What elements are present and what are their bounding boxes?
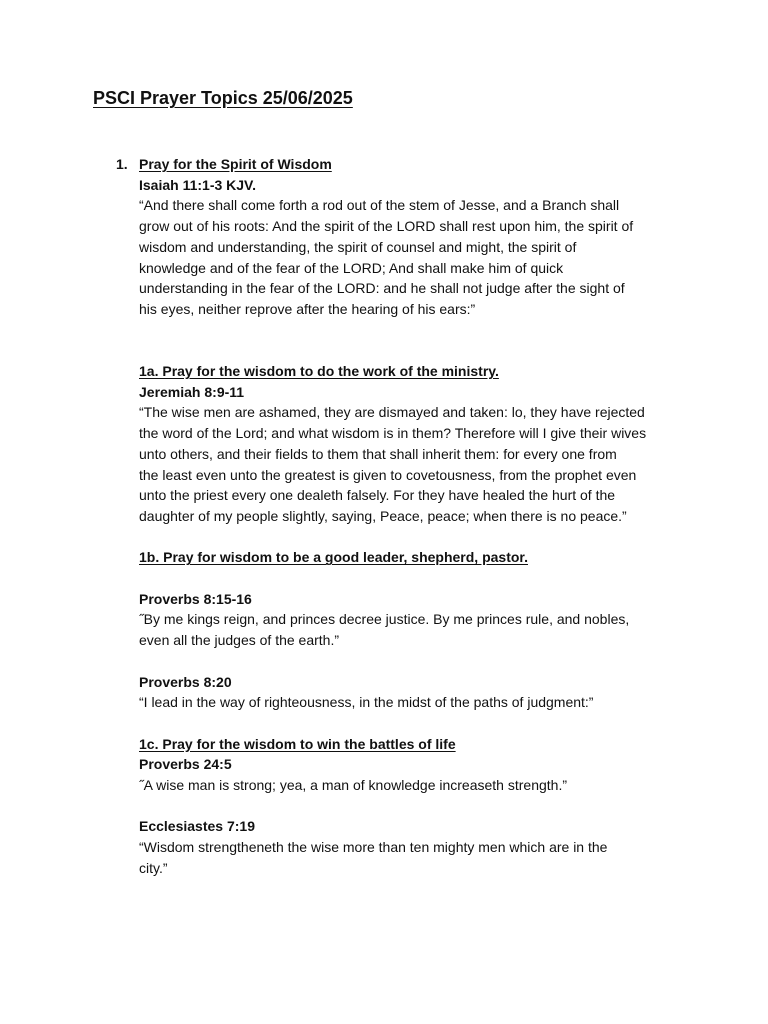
scripture-quote xyxy=(139,609,699,650)
list-item-number: 1. xyxy=(116,156,128,172)
spacer xyxy=(139,320,699,361)
quote-line: city.” xyxy=(139,859,168,876)
spacer xyxy=(139,568,699,589)
quote-line: “The wise men are ashamed, they are dismayed and taken: lo, they have rejected xyxy=(139,404,645,421)
scripture-quote xyxy=(139,402,699,526)
quote-line: “Wisdom strengtheneth the wise more than ten mighty men which are in the xyxy=(139,839,608,856)
scripture-quote xyxy=(139,195,699,319)
quote-line: even all the judges of the earth.” xyxy=(139,632,340,649)
quote-line: unto the priest every one dealeth falsely. For they have healed the hurt of the xyxy=(139,487,616,504)
quote-line: “And there shall come forth a rod out of the stem of Jesse, and a Branch shall xyxy=(139,197,620,214)
topic-heading-1a: 1a. Pray for the wisdom to do the work of the ministry. xyxy=(139,363,499,380)
quote-line: “I lead in the way of righteousness, in the midst of the paths of judgment:” xyxy=(139,694,594,711)
quote-line: understanding in the fear of the LORD: and he shall not judge after the sight of xyxy=(139,280,625,297)
document-title: PSCI Prayer Topics 25/06/2025 xyxy=(93,88,353,108)
scripture-quote xyxy=(139,837,699,878)
prayer-topic-list xyxy=(139,154,699,879)
quote-line: knowledge and of the fear of the LORD; And shall make him of quick xyxy=(139,259,564,276)
spacer xyxy=(139,796,699,817)
topic-heading-spirit-of-wisdom: Pray for the Spirit of Wisdom xyxy=(139,156,332,172)
topic-heading-1c: 1c. Pray for the wisdom to win the battles of life xyxy=(139,735,456,752)
quote-line: his eyes, neither reprove after the hearing of his ears:” xyxy=(139,300,476,317)
spacer xyxy=(139,651,699,672)
quote-line: wisdom and understanding, the spirit of counsel and might, the spirit of xyxy=(139,238,577,255)
scripture-quote xyxy=(139,692,699,713)
scripture-reference: Proverbs 8:15-16 xyxy=(139,590,252,607)
scripture-reference: Isaiah 11:1-3 KJV. xyxy=(139,176,257,193)
quote-line: the least even unto the greatest is given to covetousness, from the prophet even xyxy=(139,466,637,483)
scripture-reference: Jeremiah 8:9-11 xyxy=(139,383,245,400)
spacer xyxy=(139,713,699,734)
spacer xyxy=(139,527,699,548)
scripture-reference: Proverbs 8:20 xyxy=(139,673,232,690)
scripture-reference: Proverbs 24:5 xyxy=(139,756,232,773)
quote-line: unto others, and their fields to them that shall inherit them: for every one from xyxy=(139,445,617,462)
quote-line: grow out of his roots: And the spirit of the LORD shall rest upon him, the spirit of xyxy=(139,218,634,235)
quote-line: ˝By me kings reign, and princes decree justice. By me princes rule, and nobles, xyxy=(139,611,630,628)
quote-line: daughter of my people slightly, saying, Peace, peace; when there is no peace.” xyxy=(139,507,627,524)
quote-line: the word of the Lord; and what wisdom is in them? Therefore will I give their wives xyxy=(139,425,647,442)
scripture-reference: Ecclesiastes 7:19 xyxy=(139,818,255,835)
topic-heading-1b: 1b. Pray for wisdom to be a good leader, shepherd, pastor. xyxy=(139,549,528,566)
scripture-quote xyxy=(139,775,699,796)
quote-line: ˝A wise man is strong; yea, a man of knowledge increaseth strength.” xyxy=(139,777,567,794)
